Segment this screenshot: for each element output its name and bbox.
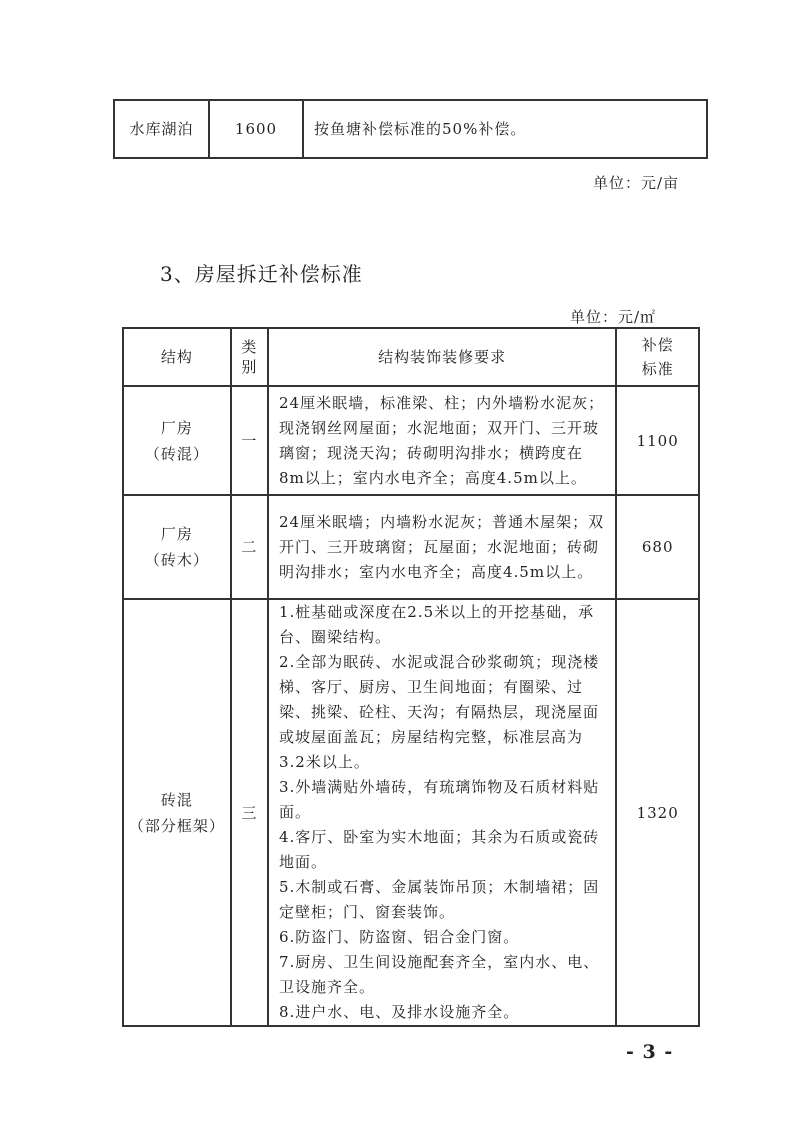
row3-structure xyxy=(123,599,231,1026)
top-table xyxy=(113,99,708,159)
header-standard-line2: 标准 xyxy=(641,360,674,378)
section-title: 3、房屋拆迁补偿标准 xyxy=(160,262,363,286)
requirement-item-2: 2.全部为眠砖、水泥或混合砂浆砌筑；现浇楼梯、客厅、厨房、卫生间地面；有圈梁、过梁、挑梁、砼柱、天沟；有隔热层，现浇屋面或坡屋面盖瓦；房屋结构完整，标准层高为3.2米以上。 xyxy=(278,653,600,771)
row1-structure-line1: 厂房 xyxy=(160,418,193,437)
table-row xyxy=(123,386,699,495)
top-row-value: 1600 xyxy=(209,100,303,158)
header-requirement: 结构装饰装修要求 xyxy=(268,328,616,386)
row3-category: 三 xyxy=(231,599,268,1026)
requirement-item-4: 4.客厅、卧室为实木地面；其余为石质或瓷砖地面。 xyxy=(278,828,600,871)
header-category xyxy=(231,328,268,386)
requirement-item-7: 7.厨房、卫生间设施配套齐全，室内水、电、卫设施齐全。 xyxy=(278,953,600,996)
row2-standard: 680 xyxy=(616,495,699,599)
row2-requirement: 24厘米眠墙；内墙粉水泥灰；普通木屋架；双开门、三开玻璃窗；瓦屋面；水泥地面；砖砌明沟排水；室内水电齐全；高度4.5m以上。 xyxy=(268,495,616,599)
requirement-item-1: 1.桩基础或深度在2.5米以上的开挖基础，承台、圈梁结构。 xyxy=(278,603,595,646)
row3-requirement xyxy=(268,599,616,1026)
row3-structure-line2: （部分框架） xyxy=(128,816,225,835)
unit-section: 单位：元/㎡ xyxy=(570,308,657,326)
requirement-item-5: 5.木制或石膏、金属装饰吊顶；木制墙裙；固定壁柜；门、窗套装饰。 xyxy=(278,878,600,921)
requirement-item-3: 3.外墙满贴外墙砖，有琉璃饰物及石质材料贴面。 xyxy=(278,778,600,821)
compensation-table xyxy=(122,327,700,1027)
table-row xyxy=(114,100,707,158)
row1-requirement: 24厘米眠墙，标准梁、柱；内外墙粉水泥灰；现浇钢丝网屋面；水泥地面；双开门、三开玻璃窗；现浇天沟；砖砌明沟排水；横跨度在8m以上；室内水电齐全；高度4.5m以上。 xyxy=(268,386,616,495)
row1-standard: 1100 xyxy=(616,386,699,495)
row1-structure-line2: （砖混） xyxy=(144,444,209,463)
header-standard-line1: 补偿 xyxy=(641,336,674,354)
top-row-note: 按鱼塘补偿标准的50%补偿。 xyxy=(303,100,707,158)
row3-structure-line1: 砖混 xyxy=(160,790,193,809)
row1-category: 一 xyxy=(231,386,268,495)
requirement-item-8: 8.进户水、电、及排水设施齐全。 xyxy=(278,1003,520,1021)
page-number: - 3 - xyxy=(626,1041,674,1063)
table-header-row xyxy=(123,328,699,386)
row2-structure-line1: 厂房 xyxy=(160,525,193,543)
row1-structure xyxy=(123,386,231,495)
table-row xyxy=(123,599,699,1026)
row2-structure xyxy=(123,495,231,599)
header-structure: 结构 xyxy=(123,328,231,386)
header-standard xyxy=(616,328,699,386)
row2-structure-line2: （砖木） xyxy=(144,551,209,569)
header-category-text: 类别 xyxy=(241,338,258,376)
requirement-item-6: 6.防盗门、防盗窗、铝合金门窗。 xyxy=(278,928,520,946)
table-row xyxy=(123,495,699,599)
unit-top: 单位：元/亩 xyxy=(593,174,680,192)
row2-category: 二 xyxy=(231,495,268,599)
row3-standard: 1320 xyxy=(616,599,699,1026)
top-row-name: 水库湖泊 xyxy=(114,100,209,158)
